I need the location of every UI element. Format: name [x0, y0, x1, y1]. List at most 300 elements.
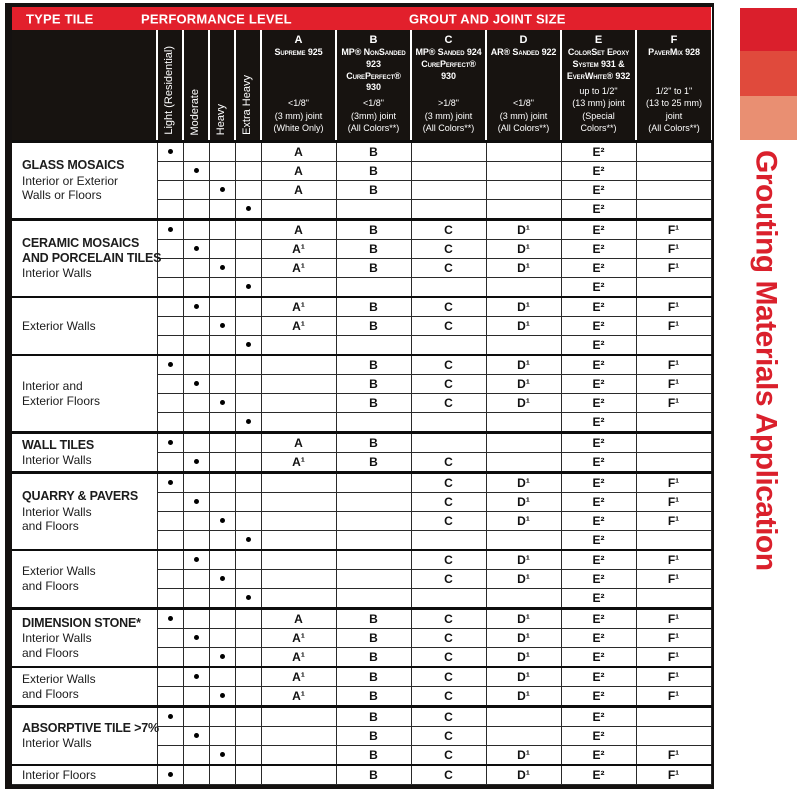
grout-grade-cell: C [411, 765, 486, 785]
grout-grade-cell [336, 413, 411, 433]
performance-dot-cell [235, 648, 261, 668]
performance-dot-cell [183, 413, 209, 433]
performance-dot-cell [235, 512, 261, 531]
grout-grade-cell: A¹ [261, 317, 336, 336]
grout-selection-table [12, 7, 712, 785]
performance-dot-cell [183, 375, 209, 394]
performance-dot-cell [157, 707, 183, 727]
grout-grade-cell: B [336, 707, 411, 727]
product-header-f [636, 30, 711, 142]
grout-grade-cell: E² [561, 336, 636, 356]
performance-dot-cell [183, 336, 209, 356]
grout-grade-cell: E² [561, 493, 636, 512]
grout-grade-cell: C [411, 394, 486, 413]
product-letter: A [294, 34, 303, 46]
performance-level-dot [246, 284, 251, 289]
grout-grade-cell [636, 142, 711, 162]
grout-grade-cell: C [411, 512, 486, 531]
grout-grade-cell: D¹ [486, 355, 561, 375]
performance-level-dot [220, 323, 225, 328]
product-name-line: CurePerfect® 930 [346, 70, 401, 93]
performance-dot-cell [209, 473, 235, 493]
performance-dot-cell [235, 453, 261, 473]
grout-grade-cell: D¹ [486, 240, 561, 259]
grout-grade-cell: E² [561, 589, 636, 609]
performance-dot-cell [183, 259, 209, 278]
grout-grade-cell: E² [561, 355, 636, 375]
performance-dot-cell [209, 589, 235, 609]
grout-grade-cell [411, 142, 486, 162]
tile-type-title: QUARRY & PAVERS [22, 489, 139, 504]
performance-dot-cell [209, 609, 235, 629]
grout-grade-cell: C [411, 375, 486, 394]
level-label-light: Light (Residential) [163, 46, 176, 135]
sidebar-color-swatch-midred [740, 51, 797, 96]
performance-dot-cell [209, 433, 235, 453]
joint-size-line: (3 mm) joint [424, 110, 473, 121]
performance-dot-cell [183, 142, 209, 162]
grout-grade-cell: C [411, 570, 486, 589]
performance-dot-cell [209, 687, 235, 707]
performance-level-dot [194, 381, 199, 386]
grout-grade-cell [261, 394, 336, 413]
performance-dot-cell [209, 278, 235, 298]
performance-level-dot [168, 227, 173, 232]
product-name-line: MP® NonSanded 923 [341, 47, 406, 69]
grout-grade-cell: E² [561, 609, 636, 629]
level-label-moderate: Moderate [189, 88, 202, 135]
grout-grade-cell: D¹ [486, 473, 561, 493]
performance-level-dot [194, 168, 199, 173]
grout-grade-cell: F¹ [636, 375, 711, 394]
grout-grade-cell: B [336, 394, 411, 413]
grout-grade-cell [261, 355, 336, 375]
performance-dot-cell [209, 570, 235, 589]
grout-grade-cell [636, 453, 711, 473]
performance-dot-cell [235, 375, 261, 394]
performance-dot-cell [235, 629, 261, 648]
tile-type-label [12, 609, 157, 668]
grout-grade-cell: B [336, 375, 411, 394]
performance-dot-cell [235, 667, 261, 687]
tile-type-subtitle: Exterior Floors [22, 393, 101, 408]
table-row [12, 220, 711, 240]
grout-grade-cell [261, 727, 336, 746]
grout-grade-cell: E² [561, 181, 636, 200]
grout-grade-cell [261, 589, 336, 609]
grout-grade-cell [636, 589, 711, 609]
grout-grade-cell [411, 200, 486, 220]
grout-grade-cell: E² [561, 667, 636, 687]
grout-grade-cell: B [336, 667, 411, 687]
grout-grade-cell: F¹ [636, 473, 711, 493]
table-row [12, 297, 711, 317]
grout-grade-cell: B [336, 687, 411, 707]
performance-dot-cell [183, 473, 209, 493]
grout-grade-cell [486, 433, 561, 453]
performance-level-dot [194, 246, 199, 251]
performance-dot-cell [235, 609, 261, 629]
grout-grade-cell: D¹ [486, 687, 561, 707]
grout-grade-cell: E² [561, 433, 636, 453]
grout-grade-cell [636, 531, 711, 551]
performance-level-dot [220, 187, 225, 192]
performance-dot-cell [209, 629, 235, 648]
grout-grade-cell: E² [561, 259, 636, 278]
performance-dot-cell [209, 648, 235, 668]
performance-dot-cell [209, 259, 235, 278]
product-name-line: AR® Sanded 922 [490, 47, 557, 58]
grout-grade-cell: F¹ [636, 394, 711, 413]
grout-grade-cell: A [261, 142, 336, 162]
joint-size-line: (All Colors**) [422, 123, 475, 134]
grout-grade-cell: C [411, 240, 486, 259]
joint-size-line: up to 1/2" [579, 85, 618, 96]
performance-dot-cell [183, 317, 209, 336]
performance-dot-cell [209, 142, 235, 162]
performance-dot-cell [209, 512, 235, 531]
grout-grade-cell [261, 765, 336, 785]
grout-grade-cell: E² [561, 512, 636, 531]
grout-grade-cell [411, 181, 486, 200]
grout-grade-cell: E² [561, 413, 636, 433]
performance-dot-cell [157, 220, 183, 240]
joint-size-line: (13 to 25 mm) [645, 98, 703, 109]
grout-grade-cell [261, 336, 336, 356]
tile-type-subtitle: Exterior Walls [22, 318, 96, 333]
performance-dot-cell [183, 667, 209, 687]
level-column-moderate [183, 30, 209, 142]
grout-grade-cell [411, 433, 486, 453]
table-row [12, 473, 711, 493]
tile-type-subtitle: Exterior Walls [22, 564, 96, 579]
tile-type-title: WALL TILES [22, 437, 95, 452]
grout-grade-cell: E² [561, 278, 636, 298]
level-label-heavy: Heavy [215, 103, 228, 135]
tile-type-subtitle: and Floors [22, 645, 79, 660]
performance-dot-cell [157, 746, 183, 766]
grout-grade-cell: E² [561, 687, 636, 707]
tile-type-subtitle: Interior Walls [22, 452, 92, 467]
grout-grade-cell [636, 707, 711, 727]
grout-grade-cell: D¹ [486, 746, 561, 766]
tile-type-subtitle: and Floors [22, 686, 79, 701]
performance-dot-cell [183, 629, 209, 648]
grout-grade-cell: D¹ [486, 220, 561, 240]
grout-grade-cell: C [411, 297, 486, 317]
grout-grade-cell: E² [561, 162, 636, 181]
red-title-bar-row [12, 7, 711, 30]
grout-grade-cell: F¹ [636, 512, 711, 531]
grout-grade-cell: A¹ [261, 667, 336, 687]
grout-grade-cell: A¹ [261, 259, 336, 278]
performance-dot-cell [157, 200, 183, 220]
grout-grade-cell: F¹ [636, 667, 711, 687]
performance-dot-cell [209, 240, 235, 259]
performance-dot-cell [235, 570, 261, 589]
grout-grade-cell: D¹ [486, 609, 561, 629]
performance-dot-cell [183, 648, 209, 668]
grout-grade-cell: E² [561, 531, 636, 551]
performance-dot-cell [209, 394, 235, 413]
grout-grade-cell [486, 162, 561, 181]
performance-level-dot [246, 595, 251, 600]
grout-grade-cell: A¹ [261, 648, 336, 668]
joint-size-line: (All Colors**) [347, 123, 400, 134]
tile-type-label [12, 220, 162, 298]
grout-grade-cell [636, 413, 711, 433]
performance-dot-cell [235, 278, 261, 298]
level-label-extra-heavy: Extra Heavy [241, 75, 254, 135]
performance-level-dot [246, 419, 251, 424]
grout-grade-cell [411, 589, 486, 609]
grout-grade-cell [486, 413, 561, 433]
table-row [12, 355, 711, 375]
red-title-bar [12, 7, 711, 30]
grout-grade-cell: F¹ [636, 550, 711, 570]
performance-dot-cell [209, 297, 235, 317]
sidebar-color-swatch-red [740, 8, 797, 51]
grout-grade-cell: C [411, 746, 486, 766]
performance-dot-cell [235, 473, 261, 493]
product-letter: F [670, 34, 678, 46]
grout-grade-cell: F¹ [636, 648, 711, 668]
grout-grade-cell [261, 746, 336, 766]
product-name-line: System 931 & [572, 58, 625, 69]
performance-dot-cell [209, 550, 235, 570]
grout-grade-cell: C [411, 259, 486, 278]
performance-dot-cell [183, 531, 209, 551]
performance-level-dot [220, 576, 225, 581]
tile-type-label [12, 473, 157, 551]
grout-grade-cell: E² [561, 727, 636, 746]
grout-grade-cell: C [411, 493, 486, 512]
grout-grade-cell: B [336, 317, 411, 336]
performance-level-dot [220, 654, 225, 659]
performance-dot-cell [209, 707, 235, 727]
performance-dot-cell [209, 355, 235, 375]
performance-level-dot [194, 674, 199, 679]
performance-dot-cell [209, 453, 235, 473]
performance-dot-cell [183, 512, 209, 531]
grout-grade-cell: D¹ [486, 493, 561, 512]
performance-dot-cell [235, 142, 261, 162]
grout-grade-cell: F¹ [636, 220, 711, 240]
performance-dot-cell [157, 317, 183, 336]
grout-grade-cell [261, 200, 336, 220]
joint-size-line: (3 mm) joint [499, 110, 548, 121]
grout-grade-cell: D¹ [486, 648, 561, 668]
performance-dot-cell [157, 648, 183, 668]
tile-type-label [12, 765, 157, 785]
grout-grade-cell: B [336, 220, 411, 240]
performance-dot-cell [183, 200, 209, 220]
grout-grade-cell: A [261, 181, 336, 200]
grout-grade-cell [411, 336, 486, 356]
performance-dot-cell [183, 493, 209, 512]
grout-grade-cell: A [261, 220, 336, 240]
type-tile-heading: TYPE TILE [26, 11, 94, 26]
tile-type-subtitle: Walls or Floors [22, 188, 102, 203]
grout-grade-cell: A¹ [261, 453, 336, 473]
grout-grade-cell [261, 707, 336, 727]
performance-dot-cell [183, 550, 209, 570]
performance-dot-cell [157, 278, 183, 298]
grout-grade-cell: B [336, 433, 411, 453]
tile-type-subtitle: Interior and [22, 378, 83, 393]
grout-grade-cell [261, 375, 336, 394]
grout-grade-cell: B [336, 142, 411, 162]
grout-grade-cell [411, 278, 486, 298]
performance-dot-cell [209, 317, 235, 336]
grout-grade-cell: C [411, 220, 486, 240]
performance-dot-cell [209, 181, 235, 200]
performance-level-dot [194, 733, 199, 738]
performance-dot-cell [183, 394, 209, 413]
product-name-line: ColorSet Epoxy [567, 47, 630, 58]
joint-size-line: <1/8" [513, 98, 534, 109]
performance-dot-cell [209, 413, 235, 433]
performance-dot-cell [235, 687, 261, 707]
tile-type-subtitle: Interior Walls [22, 266, 92, 281]
grout-grade-cell: F¹ [636, 609, 711, 629]
product-letter: C [444, 34, 453, 46]
performance-dot-cell [209, 220, 235, 240]
performance-level-dot [194, 459, 199, 464]
joint-size-line: (3 mm) joint [274, 110, 323, 121]
grout-grade-cell: E² [561, 317, 636, 336]
grout-grade-cell: D¹ [486, 394, 561, 413]
grout-grade-cell: D¹ [486, 259, 561, 278]
performance-dot-cell [235, 394, 261, 413]
product-name-line: EverWhite® 932 [566, 70, 631, 81]
grout-grade-cell: C [411, 648, 486, 668]
grout-grade-cell [636, 336, 711, 356]
grout-grade-cell [411, 413, 486, 433]
grout-grade-cell: C [411, 707, 486, 727]
grout-grade-cell: C [411, 629, 486, 648]
performance-dot-cell [209, 162, 235, 181]
performance-dot-cell [157, 687, 183, 707]
performance-dot-cell [183, 707, 209, 727]
performance-dot-cell [157, 473, 183, 493]
performance-dot-cell [157, 162, 183, 181]
performance-dot-cell [183, 220, 209, 240]
performance-dot-cell [235, 240, 261, 259]
performance-level-dot [168, 362, 173, 367]
grout-grade-cell: D¹ [486, 570, 561, 589]
grout-grade-cell: B [336, 765, 411, 785]
performance-level-dot [246, 342, 251, 347]
grout-grade-cell [636, 278, 711, 298]
grout-grade-cell: E² [561, 297, 636, 317]
performance-dot-cell [157, 531, 183, 551]
performance-level-dot [194, 635, 199, 640]
grout-grade-cell [636, 181, 711, 200]
product-header-d [486, 30, 561, 142]
tile-type-title: CERAMIC MOSAICS [22, 235, 140, 250]
grout-grade-cell [336, 200, 411, 220]
joint-size-line: (All Colors**) [648, 123, 700, 134]
performance-level-dot [194, 304, 199, 309]
product-name-line: MP® Sanded 924 [415, 47, 482, 58]
table-row [12, 609, 711, 629]
grout-grade-cell: A [261, 433, 336, 453]
performance-dot-cell [183, 589, 209, 609]
performance-dot-cell [183, 453, 209, 473]
grout-grade-cell: D¹ [486, 550, 561, 570]
performance-dot-cell [235, 317, 261, 336]
grout-grade-cell: B [336, 453, 411, 473]
sidebar-color-swatch-salmon [740, 96, 797, 140]
tile-type-subtitle: Exterior Walls [22, 671, 96, 686]
grout-grade-cell: C [411, 355, 486, 375]
grout-grade-cell: B [336, 181, 411, 200]
performance-dot-cell [157, 765, 183, 785]
performance-dot-cell [183, 181, 209, 200]
tile-type-subtitle: and Floors [22, 579, 79, 593]
performance-dot-cell [157, 336, 183, 356]
product-name-line: CurePerfect® 930 [421, 58, 476, 81]
grout-grade-cell: D¹ [486, 375, 561, 394]
grout-grade-cell [336, 493, 411, 512]
grout-grade-cell [261, 493, 336, 512]
level-column-extra-heavy [235, 30, 261, 142]
performance-level-dot [168, 714, 173, 719]
grout-grade-cell: B [336, 240, 411, 259]
grout-grade-cell [336, 570, 411, 589]
table-row [12, 707, 711, 727]
performance-dot-cell [209, 375, 235, 394]
level-column-light [157, 30, 183, 142]
grout-grade-cell: E² [561, 629, 636, 648]
tile-type-title: AND PORCELAIN TILES [22, 251, 162, 266]
grout-grade-cell [486, 336, 561, 356]
joint-size-line: (13 mm) joint [572, 98, 625, 109]
performance-dot-cell [209, 746, 235, 766]
tile-type-label [12, 433, 157, 473]
performance-dot-cell [235, 259, 261, 278]
joint-size-line: <1/8" [288, 98, 309, 109]
sidebar-vertical-title: Grouting Materials Application [749, 150, 783, 571]
joint-size-line: joint [665, 110, 683, 121]
column-header-row [12, 30, 711, 142]
performance-dot-cell [183, 278, 209, 298]
grout-grade-cell: D¹ [486, 765, 561, 785]
grout-grade-cell [336, 512, 411, 531]
grout-grade-cell: B [336, 609, 411, 629]
performance-level-dot [220, 693, 225, 698]
grout-grade-cell: B [336, 727, 411, 746]
performance-level-heading: PERFORMANCE LEVEL [141, 11, 292, 26]
grout-grade-cell: F¹ [636, 746, 711, 766]
grout-grade-cell [636, 200, 711, 220]
grout-grade-cell [261, 531, 336, 551]
grout-grade-cell: E² [561, 746, 636, 766]
tile-type-label [12, 550, 157, 609]
tile-type-title: GLASS MOSAICS [22, 158, 125, 173]
performance-dot-cell [157, 413, 183, 433]
tile-type-subtitle: Interior or Exterior [22, 173, 119, 188]
performance-dot-cell [235, 493, 261, 512]
grout-grade-cell: F¹ [636, 493, 711, 512]
grout-grade-cell: C [411, 609, 486, 629]
performance-dot-cell [157, 550, 183, 570]
joint-size-line: (Special Colors**) [580, 110, 617, 134]
grout-grade-cell: F¹ [636, 355, 711, 375]
performance-dot-cell [235, 727, 261, 746]
grout-grade-cell: A¹ [261, 297, 336, 317]
